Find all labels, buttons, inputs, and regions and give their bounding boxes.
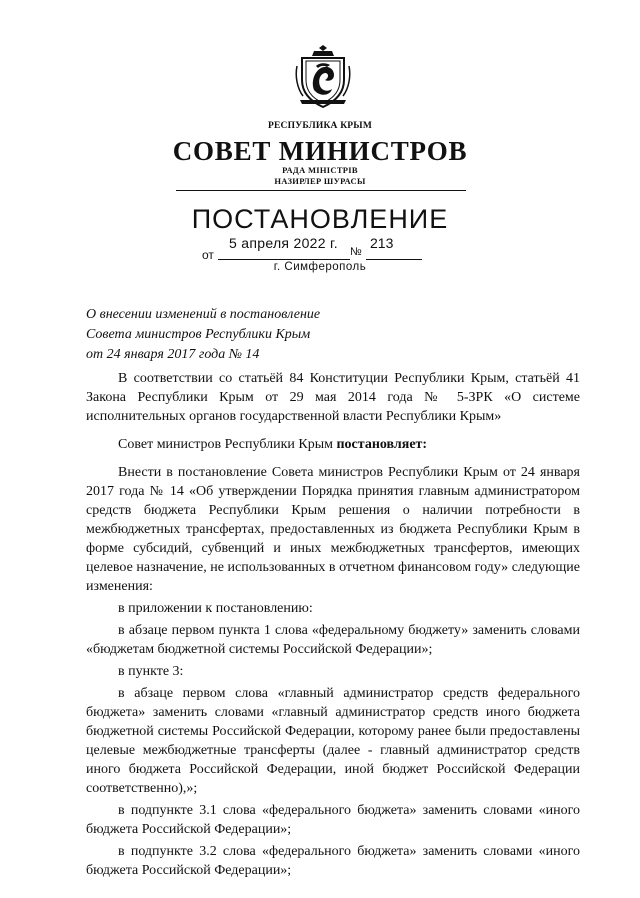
paragraph-item-3: в пункте 3: [118,664,184,679]
subject-line-2: Совета министров Республики Крым [86,327,311,342]
council-title-ukrainian: РАДА МІНІСТРІВ [282,165,358,175]
paragraph-subitem-3-1: в подпункте 3.1 слова «федерального бюджета» заменить словами «иного бюджета Российской Федерации»; [86,803,580,837]
document-city: г. Симферополь [273,261,367,273]
paragraph-preamble: В соответствии со статьёй 84 Конституции Республики Крым, статьёй 41 Закона Республики Крым от 29 мая 2014 года № 5-ЗРК «О системе исполнительных органов государственной власти Республики Крым» [86,371,580,424]
republic-name: РЕСПУБЛИКА КРЫМ [268,121,372,131]
council-title-crimean-tatar: НАЗИРЛЕР ШУРАСЫ [274,176,366,186]
paragraph-item-1: в абзаце первом пункта 1 слова «федеральному бюджету» заменить словами «бюджетам бюджетной системы Российской Федерации»; [86,623,580,657]
paragraph-item-3-first: в абзаце первом слова «главный администратор средств федерального бюджета» заменить словами «главный администратор средств иного бюджета бюджетной системы Российской Федерации, которому ранее были предоставлены целевые межбюджетные трансферты (далее - главный администратор средств иного бюджета Российской Федерации, иной бюджет Российской Федерации соответственно),»; [86,686,580,796]
resolves-keyword: постановляет: [336,437,428,452]
document-body [86,369,580,880]
crimea-coat-of-arms-icon [294,44,352,110]
number-underline [366,259,422,260]
subject-line-3: от 24 января 2017 года № 14 [86,347,260,362]
paragraph-appendix: в приложении к постановлению: [118,601,313,616]
from-label: от [202,248,214,262]
council-title: СОВЕТ МИНИСТРОВ [172,136,468,166]
paragraph-subitem-3-2: в подпункте 3.2 слова «федерального бюджета» заменить словами «иного бюджета Российской Федерации»; [86,844,580,878]
paragraph-amendment-intro: Внести в постановление Совета министров Республики Крым от 24 января 2017 года № 14 «Об утверждении Порядка принятия главным администратором средств бюджета Республики Крым решения о наличии потребности в межбюджетных трансфертах, предоставленных из бюджета Республики Крым в форме субсидий, субвенций и иных межбюджетных трансфертов, имеющих целевое назначение, не использованных в отчетном финансовом году» следующие изменения: [86,465,580,594]
number-label: № [350,246,362,258]
document-date: 5 апреля 2022 г. [229,235,338,251]
document-type-title: ПОСТАНОВЛЕНИЕ [191,204,449,234]
paragraph-resolves [86,435,580,454]
date-number-line [200,236,440,262]
resolves-text: Совет министров Республики Крым [118,437,337,452]
date-underline [218,259,350,260]
subject-line-1: О внесении изменений в постановление [86,307,321,322]
header-divider [176,190,466,191]
document-subject [86,305,416,365]
document-number: 213 [370,235,394,251]
